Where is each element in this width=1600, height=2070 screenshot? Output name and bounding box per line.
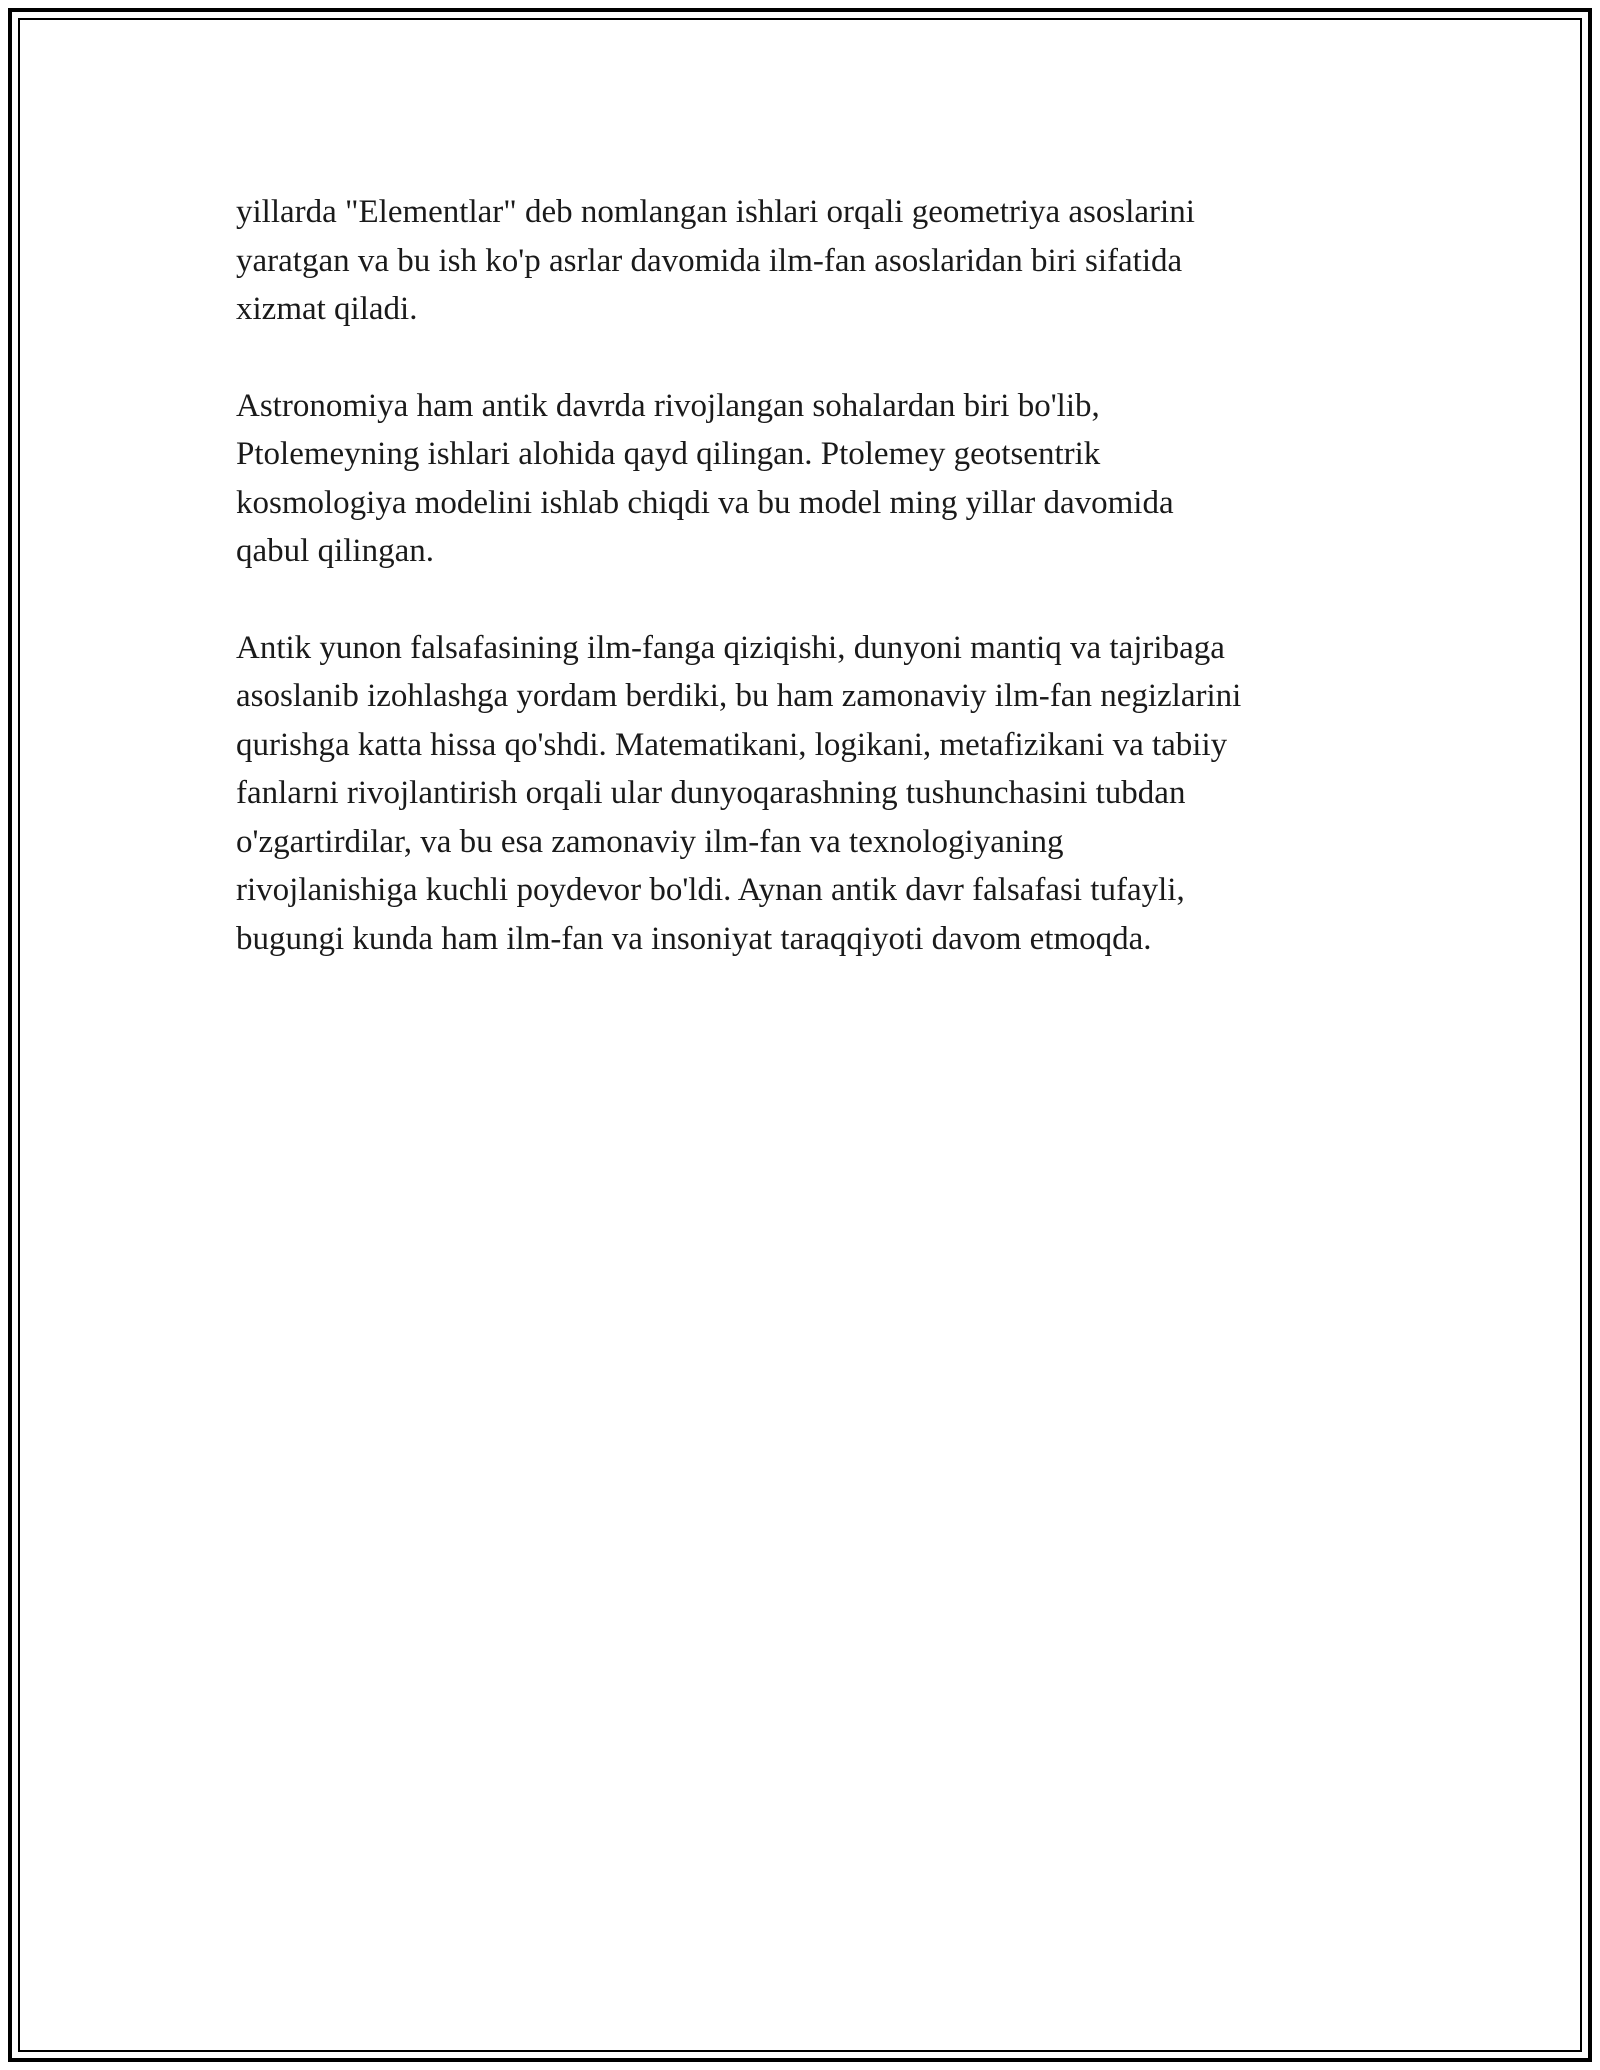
paragraph-elementlar: yillarda "Elementlar" deb nomlangan ishlari orqali geometriya asoslarini yaratgan va bu ish ko'p asrlar davomida ilm-fan asoslaridan biri sifatida xizmat qiladi. — [236, 194, 1195, 327]
document-body — [236, 188, 1376, 1011]
paragraph-astronomiya: Astronomiya ham antik davrda rivojlangan sohalardan biri bo'lib, Ptolemeyning ishlari alohida qayd qilingan. Ptolemey geotsentrik kosmologiya modelini ishlab chiqdi va bu model ming yillar davomida qabul qilingan. — [236, 387, 1174, 569]
paragraph-antik-falsafa: Antik yunon falsafasining ilm-fanga qiziqishi, dunyoni mantiq va tajribaga asoslanib izohlashga yordam berdiki, bu ham zamonaviy ilm-fan negizlarini qurishga katta hissa qo'shdi. Matematikani, logikani, metafizikani va tabiiy fanlarni rivojlantirish orqali ular dunyoqarashning tushunchasini tubdan o'zgartirdilar, va bu esa zamonaviy ilm-fan va texnologiyaning rivojlanishiga kuchli poydevor bo'ldi. Aynan antik davr falsafasi tufayli, bugungi kunda ham ilm-fan va insoniyat taraqqiyoti davom etmoqda. — [236, 629, 1242, 957]
